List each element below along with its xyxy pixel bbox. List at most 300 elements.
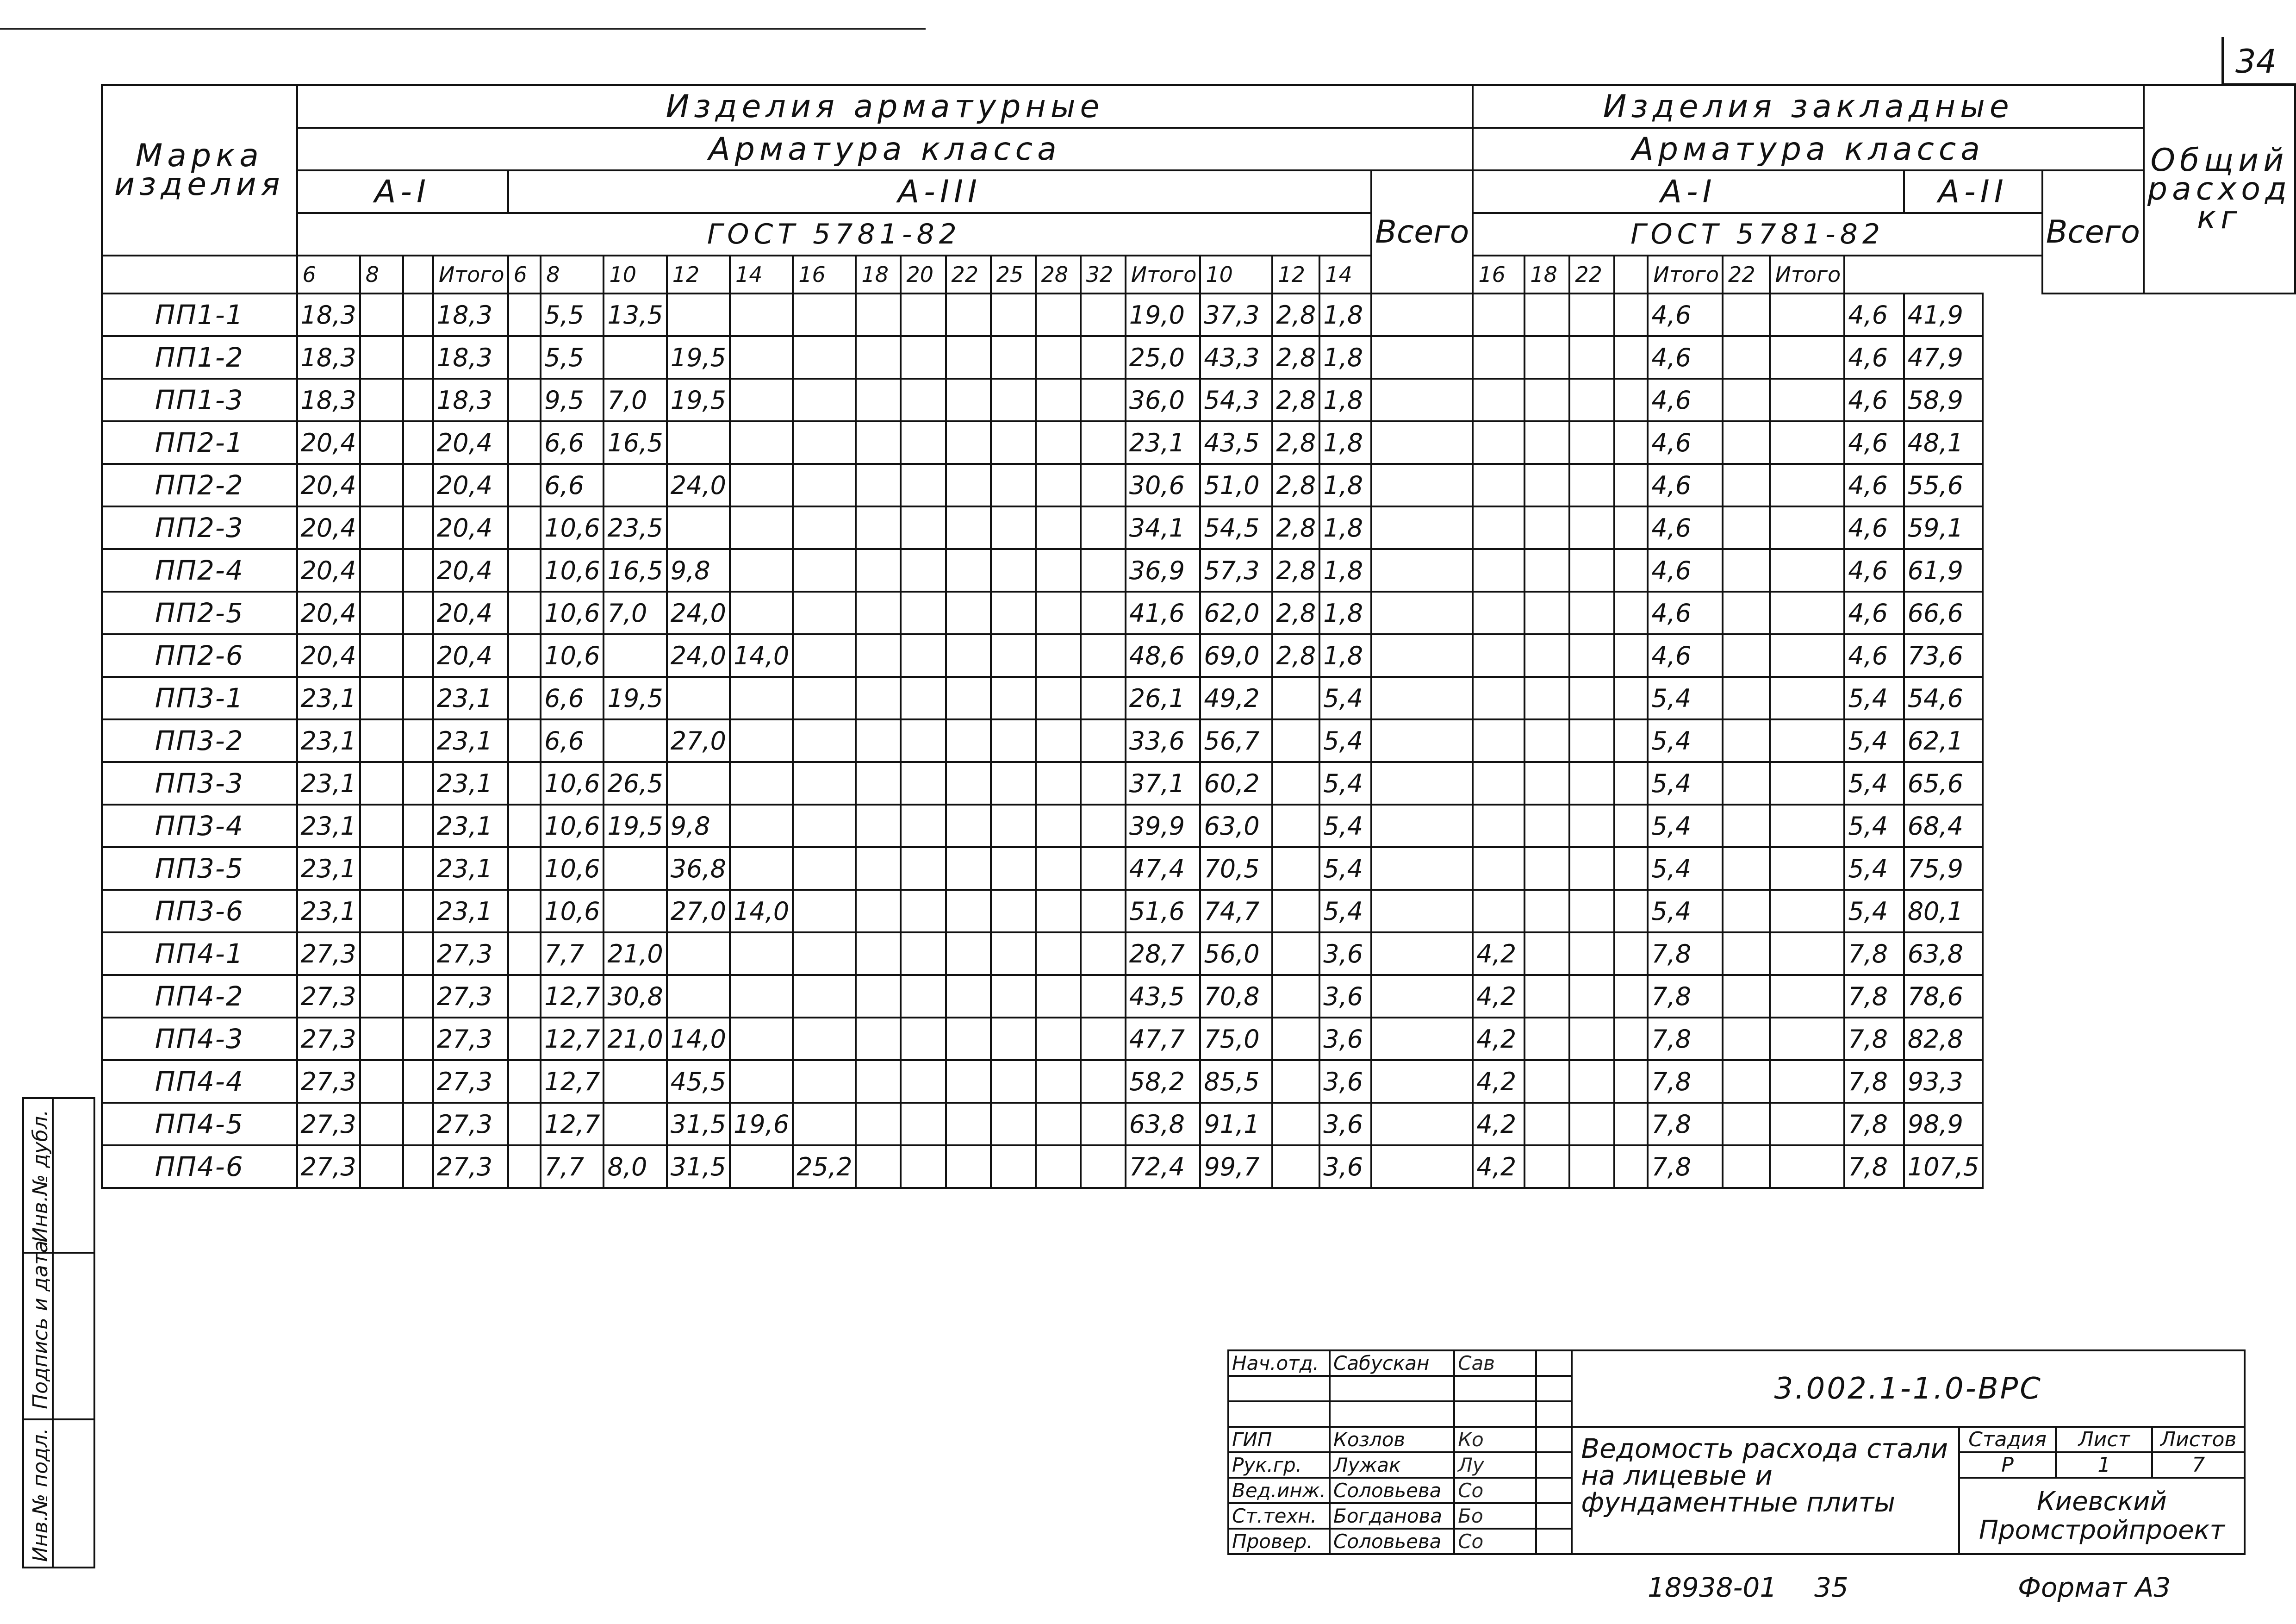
rebar-a3-value <box>793 379 856 421</box>
rebar-a3-value <box>946 847 991 890</box>
rebar-a1-value <box>403 932 433 975</box>
side-stamp <box>22 1097 95 1568</box>
rebar-a3-itogo: 37,1 <box>1126 762 1201 805</box>
rebar-a3-value <box>946 421 991 464</box>
emb-a1-value <box>1569 719 1614 762</box>
rebar-a1-value <box>360 677 403 719</box>
emb-vsego: 7,8 <box>1844 1145 1904 1188</box>
rebar-a3-value <box>730 464 793 506</box>
emb-a1-value <box>1524 634 1569 677</box>
emb-a2-itogo <box>1770 421 1845 464</box>
emb-a1-value <box>1371 1060 1473 1103</box>
rebar-a3-value: 7,0 <box>604 379 666 421</box>
role-1 <box>1228 1376 1330 1401</box>
emb-a2-value <box>1723 1060 1769 1103</box>
emb-a1-value <box>1272 762 1319 805</box>
rebar-a1-value <box>360 1103 403 1145</box>
table-row <box>102 379 2295 421</box>
emb-a1-value <box>1371 549 1473 592</box>
rebar-a1-value: 18,3 <box>297 379 360 421</box>
rebar-a3-itogo: 41,6 <box>1126 592 1201 634</box>
emb-a1-value <box>1614 847 1648 890</box>
emb-a1-value <box>1614 634 1648 677</box>
rebar-a3-value: 19,6 <box>730 1103 793 1145</box>
rebar-a3-value <box>901 932 946 975</box>
rebar-a3-value <box>856 549 901 592</box>
emb-a1-value <box>1272 719 1319 762</box>
table-row <box>102 1060 2295 1103</box>
emb-a1-diam-4: 18 <box>1524 256 1569 294</box>
rebar-a3-value: 7,7 <box>541 932 604 975</box>
table-row <box>102 847 2295 890</box>
rebar-a3-value: 9,8 <box>667 549 730 592</box>
rebar-a3-value <box>991 1103 1036 1145</box>
emb-a2-itogo <box>1770 294 1845 336</box>
rebar-a3-value <box>1081 677 1126 719</box>
rebar-a1-itogo: 27,3 <box>433 1103 508 1145</box>
rebar-a3-value <box>508 294 541 336</box>
rebar-a3-itogo: 43,5 <box>1126 975 1201 1018</box>
rebar-a1-diam-0: 6 <box>297 256 360 294</box>
rebar-a3-value <box>991 719 1036 762</box>
rebar-a3-value <box>604 634 666 677</box>
emb-gost-header: ГОСТ 5781-82 <box>1473 213 2042 256</box>
row-mark: ПП2-6 <box>102 634 297 677</box>
rebar-a1-value: 27,3 <box>297 1145 360 1188</box>
emb-a1-value: 3,6 <box>1319 932 1371 975</box>
name-3: Лужак <box>1330 1452 1454 1478</box>
rebar-a3-value: 25,2 <box>793 1145 856 1188</box>
rebar-a3-value <box>508 1145 541 1188</box>
rebar-a3-value <box>946 506 991 549</box>
emb-a2-diam-0: 22 <box>1723 256 1769 294</box>
emb-a1-header: A-I <box>1473 170 1904 213</box>
table-row <box>102 1103 2295 1145</box>
emb-a1-value <box>1614 592 1648 634</box>
rebar-a1-value <box>360 932 403 975</box>
rebar-a3-value <box>901 847 946 890</box>
rebar-a1-itogo: 20,4 <box>433 592 508 634</box>
embedded-products-header: Изделия закладные <box>1473 85 2144 128</box>
rebar-a3-value <box>946 719 991 762</box>
rebar-a3-value <box>856 677 901 719</box>
rebar-a3-value: 12,7 <box>541 1060 604 1103</box>
emb-vsego: 4,6 <box>1844 294 1904 336</box>
emb-a2-itogo <box>1770 805 1845 847</box>
rebar-a3-value <box>991 634 1036 677</box>
rebar-a3-itogo: 47,7 <box>1126 1018 1201 1060</box>
rebar-a3-value <box>901 1060 946 1103</box>
rebar-a3-value <box>793 890 856 932</box>
emb-a1-itogo: 7,8 <box>1648 1103 1723 1145</box>
emb-a1-value <box>1524 464 1569 506</box>
emb-a2-itogo <box>1770 379 1845 421</box>
rebar-a1-value <box>360 592 403 634</box>
rebar-a3-value <box>946 1145 991 1188</box>
emb-a2-itogo <box>1770 506 1845 549</box>
rebar-a3-value <box>508 421 541 464</box>
rebar-a3-value <box>793 294 856 336</box>
emb-a2-itogo <box>1770 464 1845 506</box>
rebar-a3-value <box>901 506 946 549</box>
rebar-a3-value <box>604 719 666 762</box>
rebar-a3-value <box>901 464 946 506</box>
emb-vsego: 7,8 <box>1844 932 1904 975</box>
rebar-a3-value: 8,0 <box>604 1145 666 1188</box>
emb-a1-value <box>1371 634 1473 677</box>
rebar-a1-value <box>403 1103 433 1145</box>
emb-a1-value <box>1524 890 1569 932</box>
table-row <box>102 634 2295 677</box>
total-value: 61,9 <box>1904 549 1983 592</box>
table-row <box>102 294 2295 336</box>
emb-a1-value <box>1569 1018 1614 1060</box>
rebar-a3-value: 10,6 <box>541 847 604 890</box>
emb-a1-value <box>1473 592 1524 634</box>
rebar-a3-value <box>508 1018 541 1060</box>
emb-a1-value: 1,8 <box>1319 506 1371 549</box>
emb-a1-value <box>1371 1018 1473 1060</box>
rebar-a3-value <box>793 592 856 634</box>
rebar-a3-value <box>1036 336 1081 379</box>
rebar-a3-value <box>1081 379 1126 421</box>
table-row <box>102 1018 2295 1060</box>
sheet-value: 1 <box>2056 1452 2152 1478</box>
emb-a1-diam-3: 16 <box>1473 256 1524 294</box>
row-mark: ПП3-1 <box>102 677 297 719</box>
rebar-a3-value: 10,6 <box>541 549 604 592</box>
rebar-a1-itogo: 20,4 <box>433 506 508 549</box>
row-mark: ПП4-4 <box>102 1060 297 1103</box>
rebar-a3-value: 31,5 <box>667 1103 730 1145</box>
emb-vsego: 4,6 <box>1844 506 1904 549</box>
doc-code: 3.002.1-1.0-ВРС <box>1572 1350 2245 1427</box>
blank-cell <box>1536 1503 1572 1529</box>
rebar-a3-value <box>1081 421 1126 464</box>
rebar-a1-itogo-header: Итого <box>433 256 508 294</box>
row-mark: ПП4-2 <box>102 975 297 1018</box>
side-divider-2 <box>24 1418 93 1420</box>
rebar-a3-value: 10,6 <box>541 762 604 805</box>
emb-a1-value <box>1371 421 1473 464</box>
rebar-vsego: 43,3 <box>1200 336 1272 379</box>
rebar-a3-value: 27,0 <box>667 890 730 932</box>
rebar-a3-value: 12,7 <box>541 1103 604 1145</box>
rebar-a3-value <box>793 975 856 1018</box>
emb-a1-value: 5,4 <box>1319 719 1371 762</box>
title-block <box>1227 1349 2246 1565</box>
rebar-a1-value: 20,4 <box>297 464 360 506</box>
rebar-a3-value <box>730 294 793 336</box>
rebar-a3-value <box>667 762 730 805</box>
rebar-a3-value <box>667 932 730 975</box>
emb-a1-value: 4,2 <box>1473 975 1524 1018</box>
rebar-a3-value <box>946 1060 991 1103</box>
rebar-a1-value <box>360 294 403 336</box>
rebar-vsego: 57,3 <box>1200 549 1272 592</box>
rebar-vsego: 43,5 <box>1200 421 1272 464</box>
rebar-a3-value: 26,5 <box>604 762 666 805</box>
rebar-a3-diam-6: 18 <box>856 256 901 294</box>
emb-a1-value <box>1524 294 1569 336</box>
emb-a2-itogo <box>1770 592 1845 634</box>
total-value: 73,6 <box>1904 634 1983 677</box>
emb-a1-value: 2,8 <box>1272 506 1319 549</box>
rebar-vsego: 75,0 <box>1200 1018 1272 1060</box>
rebar-a1-value: 23,1 <box>297 677 360 719</box>
rebar-a3-value: 12,7 <box>541 1018 604 1060</box>
rebar-products-header: Изделия арматурные <box>297 85 1473 128</box>
rebar-a3-value: 10,6 <box>541 890 604 932</box>
emb-a1-value <box>1524 1018 1569 1060</box>
rebar-a3-value <box>901 1103 946 1145</box>
rebar-a3-value <box>508 1103 541 1145</box>
rebar-a3-itogo: 72,4 <box>1126 1145 1201 1188</box>
emb-a1-value <box>1614 890 1648 932</box>
rebar-a3-value <box>1036 549 1081 592</box>
rebar-a3-value <box>1081 464 1126 506</box>
name-5: Богданова <box>1330 1503 1454 1529</box>
blank-cell <box>1330 1401 1454 1427</box>
emb-a1-value <box>1272 847 1319 890</box>
emb-a1-value <box>1569 336 1614 379</box>
emb-a1-value <box>1524 932 1569 975</box>
total-value: 55,6 <box>1904 464 1983 506</box>
table-row <box>102 677 2295 719</box>
rebar-a3-value <box>730 336 793 379</box>
rebar-vsego: 74,7 <box>1200 890 1272 932</box>
rebar-a3-value <box>508 805 541 847</box>
row-mark: ПП1-1 <box>102 294 297 336</box>
rebar-a3-value <box>1081 975 1126 1018</box>
total-value: 75,9 <box>1904 847 1983 890</box>
rebar-a3-value <box>856 1145 901 1188</box>
rebar-a1-value <box>360 805 403 847</box>
emb-a1-value <box>1371 719 1473 762</box>
emb-a2-itogo <box>1770 847 1845 890</box>
rebar-a3-itogo: 26,1 <box>1126 677 1201 719</box>
name-1 <box>1330 1376 1454 1401</box>
role-0: Нач.отд. <box>1228 1350 1330 1376</box>
rebar-a3-value: 5,5 <box>541 294 604 336</box>
role-6: Провер. <box>1228 1529 1330 1554</box>
emb-a1-value <box>1524 847 1569 890</box>
emb-a1-value <box>1272 890 1319 932</box>
rebar-a3-value <box>793 847 856 890</box>
emb-a2-itogo <box>1770 1018 1845 1060</box>
emb-a1-diam-2: 14 <box>1319 256 1371 294</box>
emb-a2-value <box>1723 506 1769 549</box>
rebar-a1-itogo: 18,3 <box>433 294 508 336</box>
sign-3: Лу <box>1454 1452 1536 1478</box>
format-label: Формат А3 <box>2018 1572 2171 1603</box>
rebar-a3-value <box>604 464 666 506</box>
emb-a1-value <box>1614 506 1648 549</box>
doc-title: Ведомость расхода стали на лицевые и фундаментные плиты <box>1572 1427 1959 1554</box>
emb-a1-value <box>1473 464 1524 506</box>
emb-a1-value: 3,6 <box>1319 975 1371 1018</box>
emb-a2-itogo <box>1770 975 1845 1018</box>
emb-a1-value: 1,8 <box>1319 336 1371 379</box>
rebar-gost-header: ГОСТ 5781-82 <box>297 213 1372 256</box>
blank-cell <box>1454 1401 1536 1427</box>
emb-a1-itogo: 5,4 <box>1648 762 1723 805</box>
rebar-a3-value: 12,7 <box>541 975 604 1018</box>
role-4: Вед.инж. <box>1228 1478 1330 1503</box>
rebar-a3-value <box>856 592 901 634</box>
rebar-a3-value <box>1036 719 1081 762</box>
emb-a1-value <box>1371 1145 1473 1188</box>
emb-vsego: 5,4 <box>1844 890 1904 932</box>
emb-vsego: 5,4 <box>1844 847 1904 890</box>
rebar-a1-value <box>403 379 433 421</box>
rebar-a3-value: 24,0 <box>667 634 730 677</box>
rebar-a3-value <box>730 1145 793 1188</box>
rebar-a1-value <box>403 421 433 464</box>
emb-a1-value: 4,2 <box>1473 1060 1524 1103</box>
rebar-a3-value <box>508 890 541 932</box>
rebar-a1-value: 27,3 <box>297 932 360 975</box>
sheets-label: Листов <box>2152 1427 2245 1452</box>
emb-a1-value: 5,4 <box>1319 677 1371 719</box>
rebar-a3-value <box>508 677 541 719</box>
total-value: 66,6 <box>1904 592 1983 634</box>
emb-a1-value <box>1569 464 1614 506</box>
emb-a1-itogo: 4,6 <box>1648 379 1723 421</box>
emb-vsego: 5,4 <box>1844 762 1904 805</box>
rebar-a3-value: 6,6 <box>541 421 604 464</box>
rebar-a1-value <box>360 719 403 762</box>
emb-a1-diam-6 <box>1614 256 1648 294</box>
rebar-a1-itogo: 27,3 <box>433 975 508 1018</box>
emb-a1-value <box>1371 847 1473 890</box>
rebar-a1-itogo: 23,1 <box>433 805 508 847</box>
rebar-a3-itogo: 47,4 <box>1126 847 1201 890</box>
role-2: ГИП <box>1228 1427 1330 1452</box>
total-value: 107,5 <box>1904 1145 1983 1188</box>
emb-a1-value <box>1614 549 1648 592</box>
emb-vsego: 4,6 <box>1844 549 1904 592</box>
rebar-a3-value <box>1036 762 1081 805</box>
table-row <box>102 719 2295 762</box>
rebar-a3-value: 23,5 <box>604 506 666 549</box>
emb-a1-value <box>1473 847 1524 890</box>
emb-a2-value <box>1723 464 1769 506</box>
emb-a1-value <box>1524 1145 1569 1188</box>
rebar-a3-value <box>793 549 856 592</box>
rebar-a1-value <box>360 506 403 549</box>
emb-vsego: 5,4 <box>1844 677 1904 719</box>
rebar-a3-diam-1: 8 <box>541 256 604 294</box>
rebar-a3-value: 5,5 <box>541 336 604 379</box>
row-mark: ПП4-5 <box>102 1103 297 1145</box>
rebar-a1-value: 27,3 <box>297 975 360 1018</box>
emb-a2-itogo <box>1770 549 1845 592</box>
emb-a1-value: 1,8 <box>1319 294 1371 336</box>
rebar-a1-value <box>360 1060 403 1103</box>
emb-a1-value <box>1473 294 1524 336</box>
table-row <box>102 762 2295 805</box>
emb-a1-value <box>1614 464 1648 506</box>
rebar-a1-itogo: 23,1 <box>433 890 508 932</box>
rebar-a3-value <box>991 762 1036 805</box>
rebar-a1-value: 18,3 <box>297 294 360 336</box>
emb-a1-value <box>1473 336 1524 379</box>
rebar-a3-value <box>667 506 730 549</box>
emb-a1-value <box>1524 1060 1569 1103</box>
emb-vsego: 7,8 <box>1844 1103 1904 1145</box>
rebar-a1-value <box>403 592 433 634</box>
rebar-a3-value <box>793 1103 856 1145</box>
rebar-a3-value: 9,8 <box>667 805 730 847</box>
emb-a1-value <box>1473 549 1524 592</box>
rebar-a3-value <box>793 421 856 464</box>
emb-a2-value <box>1723 847 1769 890</box>
rebar-a3-value <box>901 719 946 762</box>
rebar-a3-value <box>508 379 541 421</box>
blank-cell <box>1536 1350 1572 1376</box>
emb-a1-value <box>1371 932 1473 975</box>
emb-a1-value: 4,2 <box>1473 932 1524 975</box>
rebar-a3-value <box>508 506 541 549</box>
rebar-a3-value <box>901 294 946 336</box>
emb-a1-value <box>1569 1145 1614 1188</box>
emb-a1-value <box>1569 1060 1614 1103</box>
emb-a1-value <box>1473 421 1524 464</box>
rebar-a3-value <box>1036 592 1081 634</box>
rebar-a1-itogo: 20,4 <box>433 549 508 592</box>
rebar-a1-value <box>360 1018 403 1060</box>
rebar-a1-value <box>360 1145 403 1188</box>
emb-vsego: 5,4 <box>1844 805 1904 847</box>
emb-a2-value <box>1723 549 1769 592</box>
rebar-a3-value <box>856 506 901 549</box>
rebar-a3-value <box>1081 506 1126 549</box>
rebar-a3-value <box>730 932 793 975</box>
stage-value: Р <box>1959 1452 2056 1478</box>
rebar-vsego: 54,5 <box>1200 506 1272 549</box>
total-value: 58,9 <box>1904 379 1983 421</box>
emb-a1-itogo: 5,4 <box>1648 847 1723 890</box>
rebar-vsego: 56,7 <box>1200 719 1272 762</box>
total-value: 54,6 <box>1904 677 1983 719</box>
rebar-vsego: 91,1 <box>1200 1103 1272 1145</box>
rebar-a3-itogo: 39,9 <box>1126 805 1201 847</box>
rebar-vsego: 60,2 <box>1200 762 1272 805</box>
rebar-a3-value: 16,5 <box>604 549 666 592</box>
rebar-a3-value <box>508 336 541 379</box>
rebar-a3-value: 14,0 <box>730 890 793 932</box>
rebar-a3-value: 9,5 <box>541 379 604 421</box>
rebar-a3-value <box>1036 847 1081 890</box>
rebar-vsego: 37,3 <box>1200 294 1272 336</box>
emb-a2-value <box>1723 932 1769 975</box>
emb-a1-value <box>1524 379 1569 421</box>
rebar-a1-itogo: 27,3 <box>433 932 508 975</box>
table-row <box>102 975 2295 1018</box>
emb-vsego: 4,6 <box>1844 464 1904 506</box>
rebar-vsego: 70,5 <box>1200 847 1272 890</box>
sign-2: Ко <box>1454 1427 1536 1452</box>
rebar-a3-value <box>730 421 793 464</box>
rebar-a3-value <box>1081 719 1126 762</box>
rebar-a3-value <box>730 549 793 592</box>
rebar-a3-value <box>946 890 991 932</box>
rebar-a3-value <box>856 1018 901 1060</box>
emb-a1-value <box>1569 677 1614 719</box>
rebar-a3-value <box>508 464 541 506</box>
emb-a1-itogo: 4,6 <box>1648 421 1723 464</box>
